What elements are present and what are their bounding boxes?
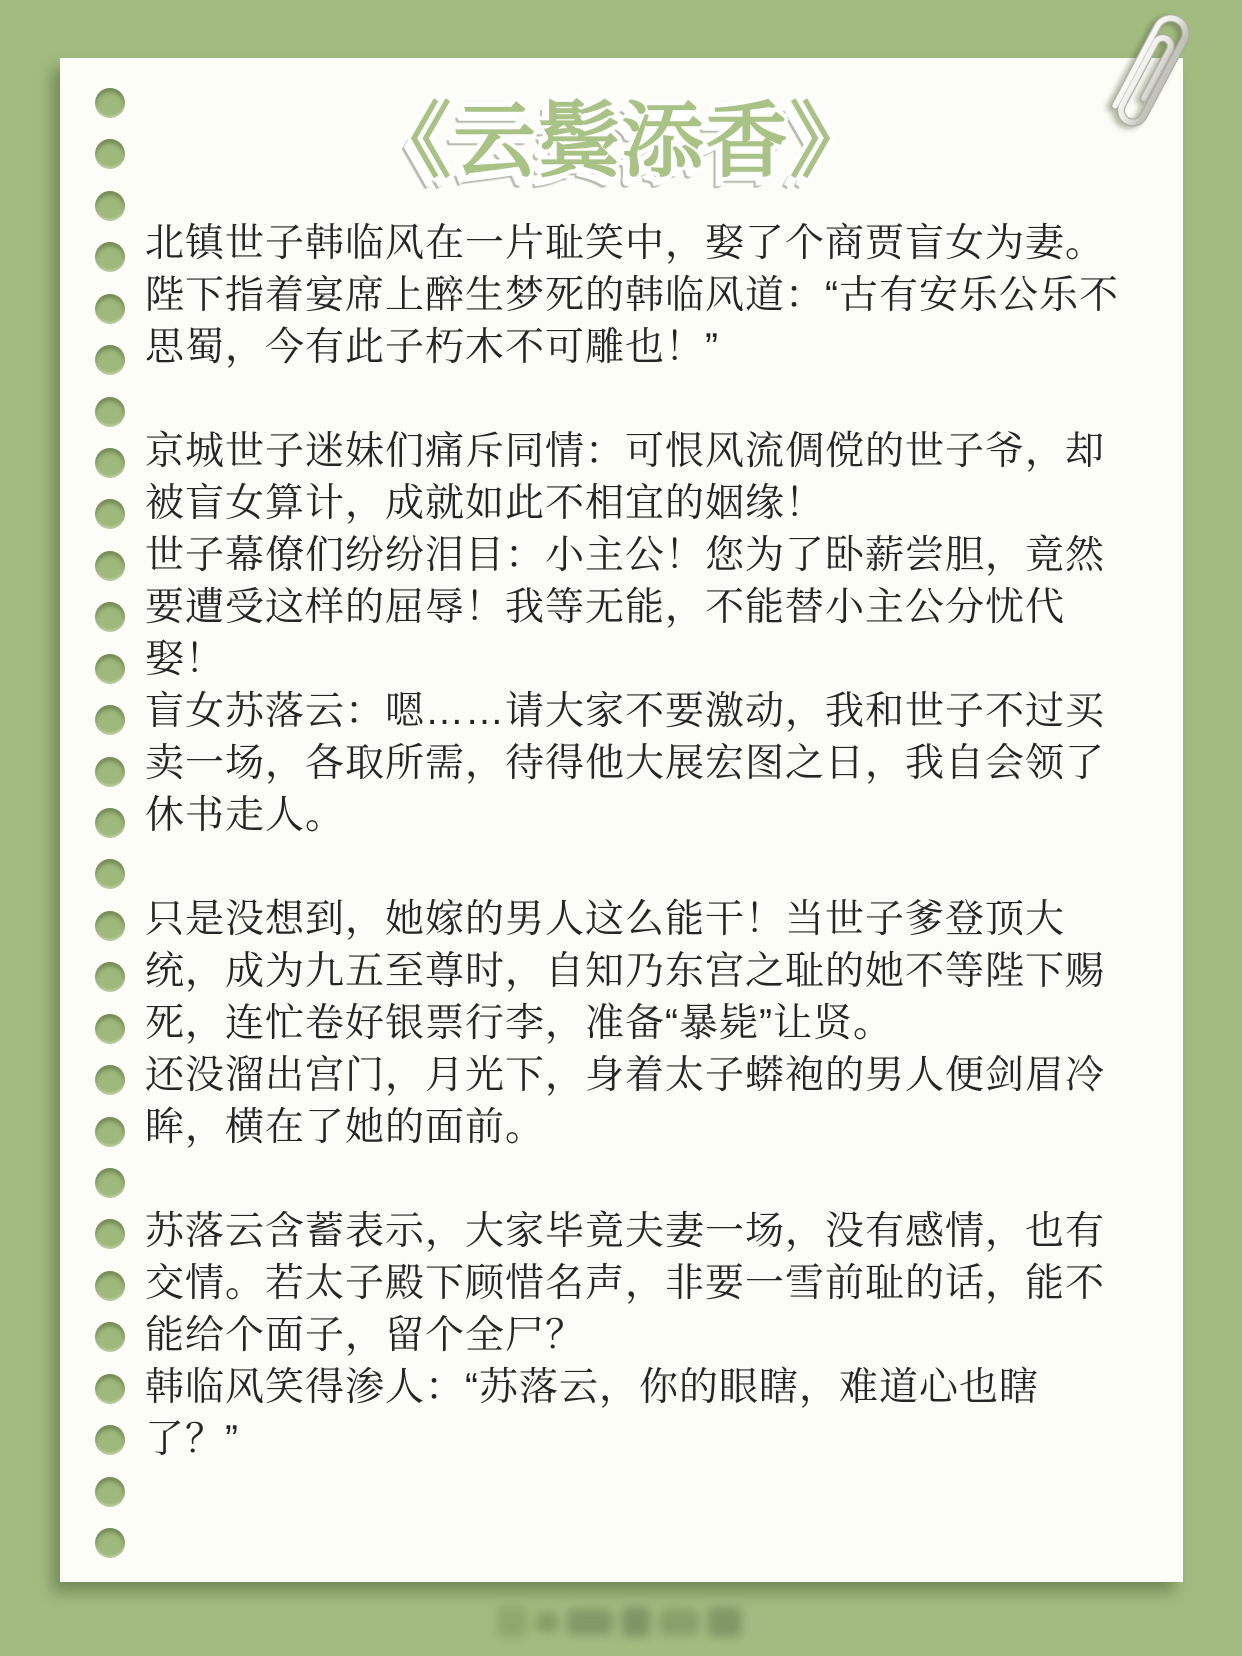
sentence: 韩临风笑得渗人：“苏落云，你的眼瞎，难道心也瞎了？” — [145, 1366, 1039, 1461]
punch-hole — [95, 911, 125, 941]
punch-hole — [95, 962, 125, 992]
punch-hole — [95, 1117, 125, 1147]
story-text — [145, 218, 1130, 1466]
paragraph — [145, 894, 1130, 1154]
watermark-blob — [497, 1606, 527, 1638]
watermark-smudge — [497, 1600, 747, 1644]
paragraph — [145, 426, 1130, 842]
punch-hole — [95, 1168, 125, 1198]
punch-hole-column — [95, 58, 125, 1582]
punch-hole — [95, 808, 125, 838]
punch-hole — [95, 551, 125, 581]
punch-hole — [95, 1219, 125, 1249]
punch-hole — [95, 654, 125, 684]
punch-hole — [95, 1528, 125, 1558]
punch-hole — [95, 602, 125, 632]
punch-hole — [95, 397, 125, 427]
sentence: 还没溜出宫门，月光下，身着太子蟒袍的男人便剑眉冷眸，横在了她的面前。 — [145, 1054, 1106, 1149]
paper-card — [60, 58, 1183, 1582]
punch-hole — [95, 705, 125, 735]
punch-hole — [95, 1322, 125, 1352]
page-title: 《云鬓添香》 — [369, 96, 874, 187]
punch-hole — [95, 1065, 125, 1095]
punch-hole — [95, 1014, 125, 1044]
watermark-blob — [708, 1607, 742, 1637]
punch-hole — [95, 242, 125, 272]
sentence: 盲女苏落云：嗯……请大家不要激动，我和世子不过买卖一场，各取所需，待得他大展宏图之日，我自会领了休书走人。 — [145, 690, 1106, 837]
sentence: 陛下指着宴席上醉生梦死的韩临风道：“古有安乐公乐不思蜀，今有此子朽木不可雕也！” — [145, 274, 1119, 369]
punch-hole — [95, 448, 125, 478]
watermark-blob — [567, 1609, 613, 1635]
sentence: 只是没想到，她嫁的男人这么能干！当世子爹登顶大统，成为九五至尊时，自知乃东宫之耻的她不等陛下赐死，连忙卷好银票行李，准备“暴毙”让贤。 — [145, 898, 1106, 1045]
watermark-blob — [659, 1609, 699, 1635]
punch-hole — [95, 1374, 125, 1404]
sentence: 苏落云含蓄表示，大家毕竟夫妻一场，没有感情，也有交情。若太子殿下顾惜名声，非要一雪前耻的话，能不能给个面子，留个全尸？ — [145, 1210, 1106, 1357]
punch-hole — [95, 1477, 125, 1507]
sentence: 京城世子迷妹们痛斥同情：可恨风流倜傥的世子爷，却被盲女算计，成就如此不相宜的姻缘！ — [145, 430, 1106, 525]
punch-hole — [95, 757, 125, 787]
punch-hole — [95, 499, 125, 529]
punch-hole — [95, 859, 125, 889]
sentence: 北镇世子韩临风在一片耻笑中，娶了个商贾盲女为妻。 — [145, 222, 1106, 265]
punch-hole — [95, 345, 125, 375]
punch-hole — [95, 1271, 125, 1301]
watermark-blob — [622, 1607, 650, 1637]
watermark-blob — [536, 1612, 558, 1632]
punch-hole — [95, 294, 125, 324]
punch-hole — [95, 191, 125, 221]
paragraph — [145, 218, 1130, 374]
sentence: 世子幕僚们纷纷泪目：小主公！您为了卧薪尝胆，竟然要遭受这样的屈辱！我等无能，不能替小主公分忧代娶！ — [145, 534, 1106, 681]
punch-hole — [95, 1425, 125, 1455]
paragraph — [145, 1206, 1130, 1466]
